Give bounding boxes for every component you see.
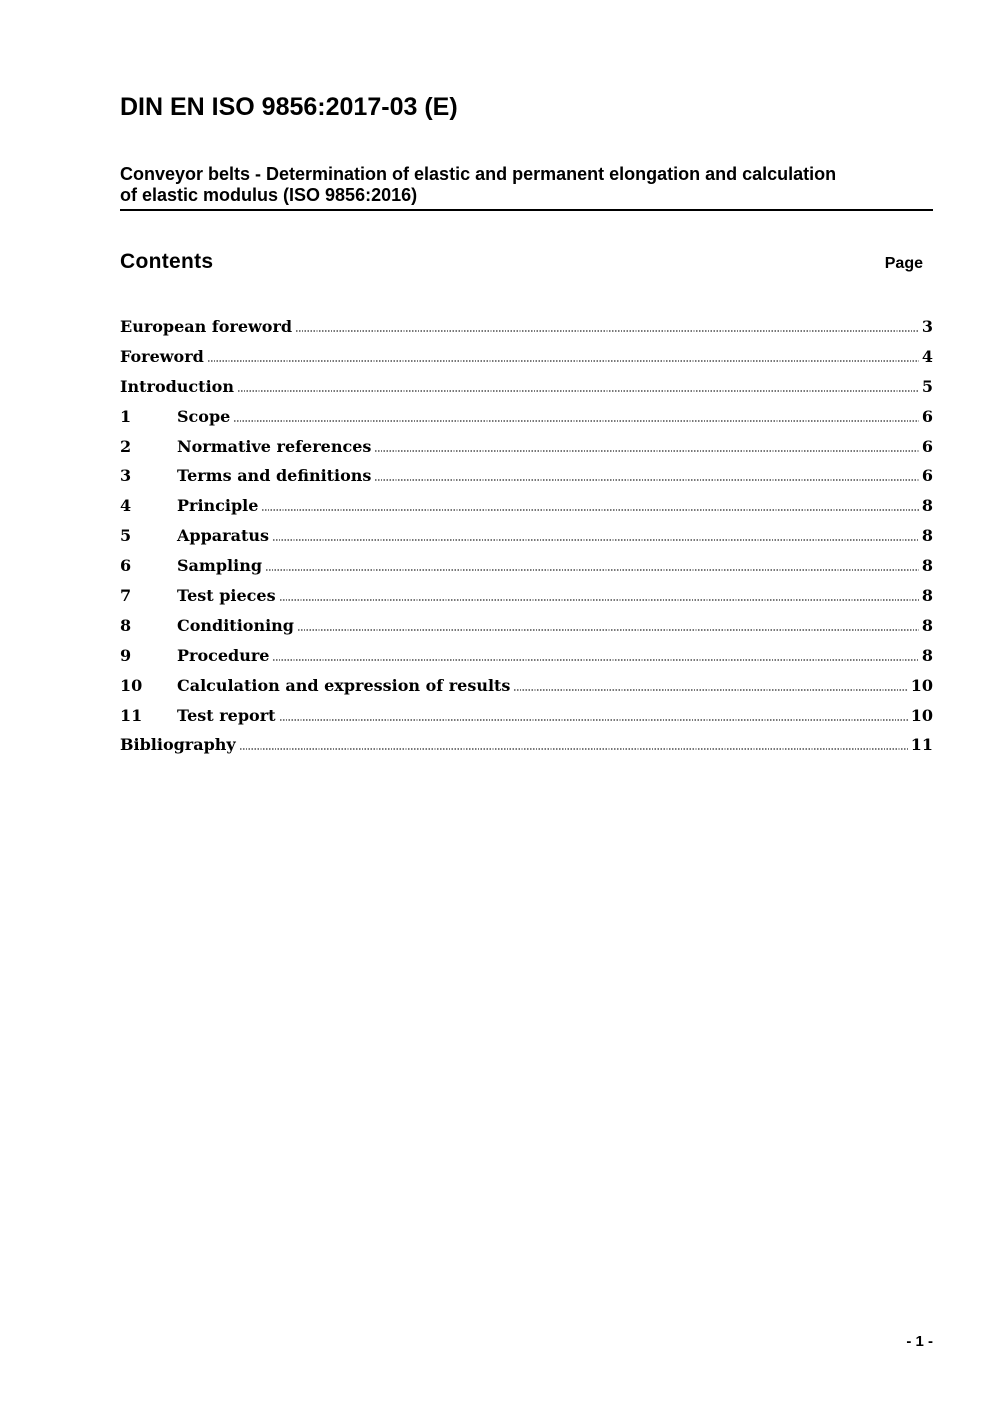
toc-entry-row	[120, 642, 933, 672]
toc-entry-label: Terms and definitions	[177, 466, 372, 486]
toc-leader-dots	[208, 360, 919, 362]
toc-entry-row	[120, 702, 933, 732]
toc-entry-number: 3	[120, 466, 132, 486]
toc-entry-label: Conditioning	[177, 615, 294, 635]
toc-leader-dots	[375, 450, 918, 452]
toc-leader-dots	[298, 629, 919, 631]
toc-entry-page: 8	[921, 496, 933, 516]
toc-leader-dots	[273, 659, 918, 661]
footer-page-number: - 1 -	[906, 1333, 933, 1350]
toc-entry-page: 6	[921, 436, 933, 456]
toc-leader-dots	[273, 539, 919, 541]
toc-entry-row	[120, 582, 933, 612]
toc-leader-dots	[262, 509, 918, 511]
toc-entry-page: 4	[921, 346, 933, 366]
standard-code-heading: DIN EN ISO 9856:2017-03 (E)	[120, 93, 458, 121]
toc-entry-label: Sampling	[177, 556, 263, 576]
toc-entry-label: Foreword	[120, 346, 204, 366]
contents-heading: Contents	[120, 250, 214, 273]
contents-header-row	[120, 250, 933, 274]
toc-entry-label: Scope	[177, 406, 231, 426]
toc-entry-row	[120, 403, 933, 433]
toc-entry-label: Calculation and expression of results	[177, 675, 511, 695]
toc-entry-number: 6	[120, 556, 132, 576]
toc-leader-dots	[280, 719, 908, 721]
document-title-line-2: of elastic modulus (ISO 9856:2016)	[120, 184, 418, 205]
toc-entry-number: 9	[120, 645, 132, 665]
toc-leader-dots	[266, 569, 919, 571]
toc-entry-page: 8	[921, 645, 933, 665]
toc-leader-dots	[514, 689, 907, 691]
toc-entry-label: Apparatus	[177, 526, 269, 546]
page-column-label: Page	[884, 255, 923, 272]
document-title-line-1: Conveyor belts - Determination of elastic and permanent elongation and calculation	[120, 164, 837, 184]
toc-entry-page: 5	[921, 376, 933, 396]
toc-entry-page: 8	[921, 586, 933, 606]
toc-leader-dots	[375, 479, 918, 481]
toc-entry-page: 8	[921, 615, 933, 635]
toc-entry-page: 10	[910, 705, 933, 725]
toc-entry-label: Bibliography	[120, 735, 236, 755]
toc-entry-row	[120, 433, 933, 463]
toc-leader-dots	[240, 748, 908, 750]
toc-entry-label: Introduction	[120, 376, 234, 396]
toc-entry-page: 6	[921, 466, 933, 486]
toc-leader-dots	[280, 599, 919, 601]
toc-leader-dots	[238, 390, 919, 392]
toc-entry-label: Procedure	[177, 645, 270, 665]
toc-entry-label: Test report	[177, 705, 276, 725]
toc-entry-number: 8	[120, 615, 132, 635]
table-of-contents	[120, 313, 933, 761]
toc-entry-row	[120, 462, 933, 492]
title-divider-rule	[120, 209, 933, 211]
toc-entry-page: 10	[910, 675, 933, 695]
toc-entry-number: 5	[120, 526, 132, 546]
toc-entry-page: 3	[921, 317, 933, 336]
toc-entry-row	[120, 522, 933, 552]
toc-entry-number: 4	[120, 496, 132, 516]
toc-entry-row	[120, 552, 933, 582]
toc-entry-page: 8	[921, 526, 933, 546]
toc-entry-row	[120, 343, 933, 373]
toc-entry-number: 2	[120, 436, 132, 456]
toc-entry-label: European foreword	[120, 317, 293, 336]
toc-entry-number: 10	[120, 675, 143, 695]
toc-entry-row	[120, 313, 933, 343]
document-title	[120, 164, 933, 205]
toc-leader-dots	[296, 330, 919, 332]
toc-entry-row	[120, 731, 933, 761]
toc-entry-row	[120, 492, 933, 522]
toc-entry-number: 7	[120, 586, 132, 606]
toc-entry-number: 11	[120, 705, 143, 725]
toc-entry-row	[120, 373, 933, 403]
toc-entry-label: Normative references	[177, 436, 372, 456]
toc-leader-dots	[234, 420, 919, 422]
toc-entry-label: Test pieces	[177, 586, 276, 606]
toc-entry-page: 8	[921, 556, 933, 576]
toc-entry-label: Principle	[177, 496, 259, 516]
toc-entry-row	[120, 612, 933, 642]
toc-entry-row	[120, 672, 933, 702]
toc-entry-page: 11	[910, 735, 933, 755]
toc-entry-number: 1	[120, 406, 132, 426]
toc-entry-page: 6	[921, 406, 933, 426]
